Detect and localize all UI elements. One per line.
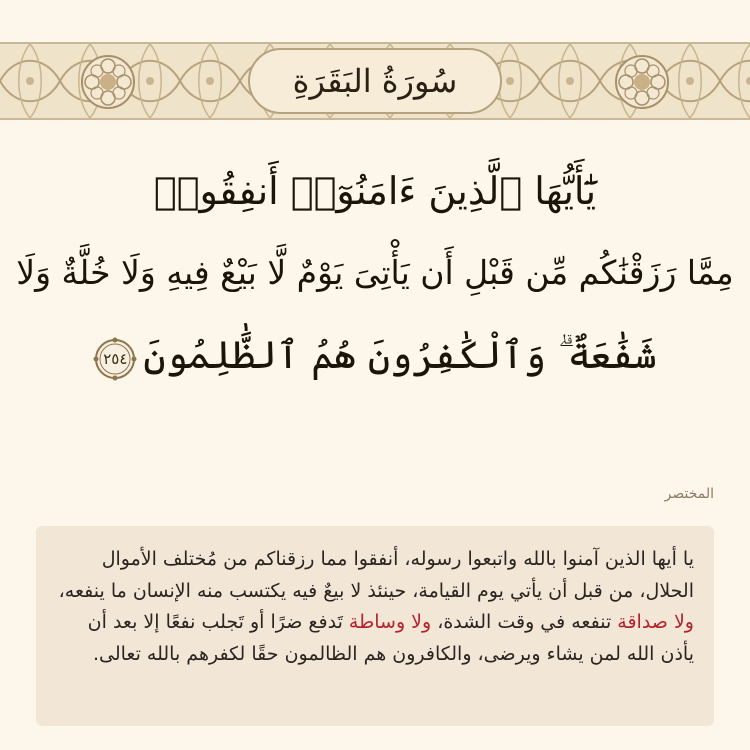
quran-verse-block[interactable] (10, 150, 740, 396)
tafsir-highlight-friendship: ولا صداقة (617, 611, 694, 633)
tafsir-card (36, 526, 714, 726)
tafsir-part-2: تنفعه في وقت الشدة، (431, 611, 618, 633)
tafsir-highlight-intercession: ولا وساطة (348, 611, 432, 633)
ayah-number: ٢٥٤ (103, 349, 128, 368)
left-rosette-icon (82, 56, 134, 108)
surah-title-cartouche (248, 48, 502, 114)
tafsir-source-label[interactable]: المختصر (664, 486, 714, 502)
tafsir-part-1: يا أيها الذين آمنوا بالله واتبعوا رسوله، أنفقوا مما رزقناكم من مُختلف الأموال الحلال، من قبل أن يأتي يوم القيامة، حينئذ لا بيعٌ فيه يكتسب منه الإنسان ما ينفعه، (58, 548, 694, 602)
tafsir-text (56, 544, 694, 670)
surah-title: سُورَةُ البَقَرَةِ (292, 62, 458, 100)
ayah-number-marker (93, 337, 137, 381)
verse-line-2: مِمَّا رَزَقْنَٰكُم مِّن قَبْلِ أَن يَأْتِىَ يَوْمٌ لَّا بَيْعٌ فِيهِ وَلَا خُلَّةٌ وَلَا (16, 253, 734, 292)
verse-line-3-text: شَفَٰعَةٌ ۗ وَٱلْكَٰفِرُونَ هُمُ ٱلظَّٰلِمُونَ (143, 333, 657, 377)
surah-header-banner (0, 42, 750, 120)
tafsir-part-3: تَدفع ضرًا أو تَجلب نفعًا إلا بعد أن يأذن الله لمن يشاء ويرضى، والكافرون هم الظالمون حقًا لكفرهم بالله تعالى. (87, 611, 694, 665)
right-rosette-icon (616, 56, 668, 108)
verse-line-3 (10, 314, 740, 396)
verse-line-1: يَٰٓأَيُّهَا ٱلَّذِينَ ءَامَنُوٓا۟ أَنفِقُوا۟ (153, 169, 597, 213)
